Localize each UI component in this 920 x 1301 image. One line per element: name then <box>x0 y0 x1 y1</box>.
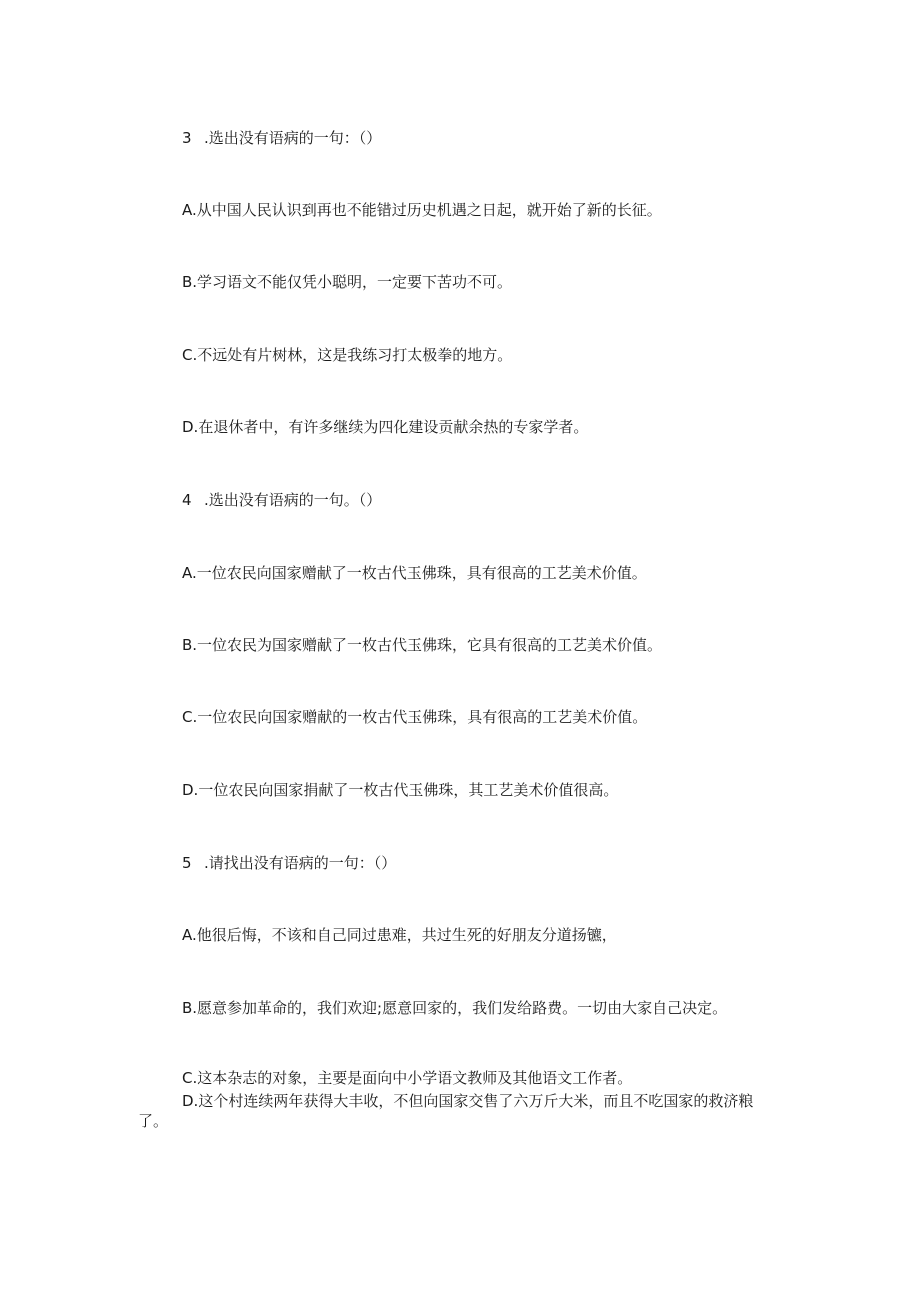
question-5-option-c: C.这本杂志的对象，主要是面向中小学语文教师及其他语文工作者。 <box>182 1069 633 1087</box>
question-4-heading <box>182 490 381 510</box>
question-5-option-b: B.愿意参加革命的，我们欢迎;愿意回家的，我们发给路费。一切由大家自己决定。 <box>182 999 728 1017</box>
question-3-heading <box>182 128 381 148</box>
question-prompt: .请找出没有语病的一句：（） <box>204 854 397 872</box>
question-number: 3 <box>182 129 192 147</box>
question-5-option-a: A.他很后悔，不该和自己同过患难，共过生死的好朋友分道扬镳， <box>182 926 617 944</box>
question-3-option-c: C.不远处有片树林，这是我练习打太极拳的地方。 <box>182 346 513 364</box>
question-4-option-b: B.一位农民为国家赠献了一枚古代玉佛珠，它具有很高的工艺美术价值。 <box>182 636 663 654</box>
question-number: 5 <box>182 854 192 872</box>
question-5-heading <box>182 853 396 873</box>
question-3-option-d: D.在退休者中，有许多继续为四化建设贡献余热的专家学者。 <box>182 418 589 436</box>
question-4-option-c: C.一位农民向国家赠献的一枚古代玉佛珠，具有很高的工艺美术价值。 <box>182 708 648 726</box>
question-prompt: .选出没有语病的一句：（） <box>204 129 382 147</box>
question-3-option-b: B.学习语文不能仅凭小聪明，一定要下苦功不可。 <box>182 273 513 291</box>
question-4-option-d: D.一位农民向国家捐献了一枚古代玉佛珠，其工艺美术价值很高。 <box>182 781 619 799</box>
question-5-option-d: D.这个村连续两年获得大丰收，不但向国家交售了六万斤大米，而且不吃国家的救济粮了。 <box>138 1092 754 1130</box>
question-4-option-a: A.一位农民向国家赠献了一枚古代玉佛珠，具有很高的工艺美术价值。 <box>182 564 647 582</box>
question-3-option-a: A.从中国人民认识到再也不能错过历史机遇之日起，就开始了新的长征。 <box>182 201 662 219</box>
question-prompt: .选出没有语病的一句。（） <box>204 491 382 509</box>
question-number: 4 <box>182 491 192 509</box>
